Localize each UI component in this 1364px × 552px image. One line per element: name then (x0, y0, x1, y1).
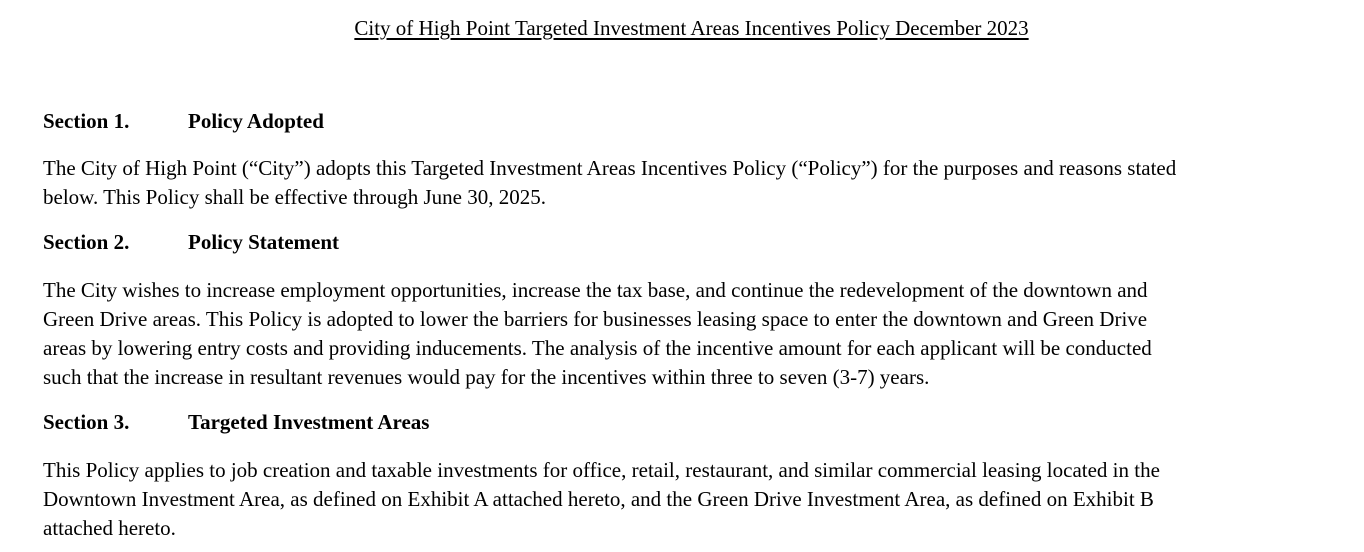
paragraph-line: such that the increase in resultant revenues would pay for the incentives within three to seven (3-7) years. (43, 365, 930, 389)
section-3-title: Targeted Investment Areas (188, 410, 430, 434)
section-2-heading (43, 230, 339, 255)
paragraph-line: below. This Policy shall be effective through June 30, 2025. (43, 185, 546, 209)
section-3-paragraph (43, 456, 1343, 543)
section-3-heading (43, 410, 429, 435)
paragraph-line: areas by lowering entry costs and providing inducements. The analysis of the incentive amount for each applicant will be conducted (43, 336, 1152, 360)
document-title: City of High Point Targeted Investment Areas Incentives Policy December 2023 (354, 16, 1029, 40)
section-1-paragraph (43, 154, 1343, 212)
section-1-heading (43, 109, 324, 134)
paragraph-line: The City wishes to increase employment opportunities, increase the tax base, and continue the redevelopment of the downtown and (43, 278, 1148, 302)
section-2-paragraph (43, 276, 1343, 392)
section-2-title: Policy Statement (188, 230, 340, 254)
paragraph-line: Downtown Investment Area, as defined on Exhibit A attached hereto, and the Green Drive Investment Area, as defined on Exhibit B (43, 487, 1154, 511)
section-1-title: Policy Adopted (188, 109, 324, 133)
paragraph-line: Green Drive areas. This Policy is adopted to lower the barriers for businesses leasing space to enter the downtown and Green Drive (43, 307, 1148, 331)
paragraph-line: This Policy applies to job creation and taxable investments for office, retail, restaurant, and similar commercial leasing located in the (43, 458, 1160, 482)
paragraph-line: attached hereto. (43, 516, 176, 540)
section-3-number: Section 3. (43, 410, 130, 434)
section-2-number: Section 2. (43, 230, 130, 254)
section-1-number: Section 1. (43, 109, 130, 133)
paragraph-line: The City of High Point (“City”) adopts this Targeted Investment Areas Incentives Policy (“Policy”) for the purposes and reasons stated (43, 156, 1177, 180)
